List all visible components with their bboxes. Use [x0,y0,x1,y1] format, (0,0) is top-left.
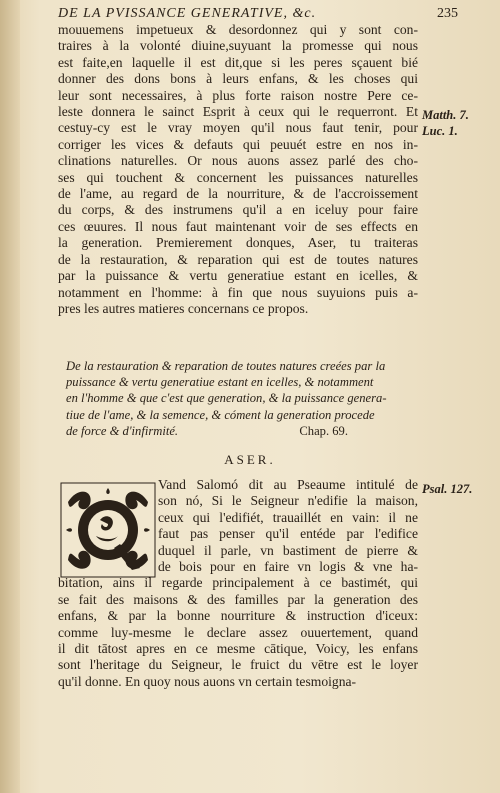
text-line: corriger les vices & defauts qui peuuét estre en nos in- [58,136,418,152]
chapter-heading-line: en l'homme & que c'est que generation, & la puissance genera- [66,391,387,406]
text-line: faut pas penser qu'il entéde par l'edifice [158,526,418,542]
text-line: qu'il donne. En quoy nous auons vn certain tesmoigna- [58,673,357,689]
text-line: la generation. Premierement donques, Aser, tu traiteras [58,235,418,251]
text-line: notamment en l'homme: à fin que nous suyuions puis a- [58,284,418,300]
margin-note-matthew: Matth. 7. [422,108,469,122]
text-line: de bois pour en faire vn logis & vne ha- [158,559,418,575]
text-line: pres les autres matieres concernans ce propos. [58,300,309,316]
text-line: ceux qui l'edifiét, trauaillét en vain: il ne [158,509,418,525]
text-line: duquel il parle, vn bastiment de pierre & [158,542,418,558]
text-line: de l'ame, au regard de la nourriture, & de l'accroissement [58,186,418,202]
text-line: clinations naturelles. Or nous auons assez parlé des cho- [58,153,418,169]
text-line: mouuemens impetueux & desordonnez qui y sont con- [58,22,418,37]
text-line: sont l'heritage du Seigneur, le fruict du vētre est le loyer [58,657,418,673]
text-line: bitation, ains il regarde principalement à ce bastimét, qui [58,575,418,591]
chapter-heading [66,358,418,439]
running-header [58,6,458,22]
text-line: du corps, & des instrumens qu'il a en iceluy pour faire [58,202,418,218]
margin-note-luke: Luc. 1. [422,124,458,138]
text-line: ces œuures. Il nous faut maintenant voir de ses effects en [58,218,418,234]
text-line: Vand Salomó dit au Pseaume intitulé de [158,477,418,492]
text-line: donner des dons bons à leurs enfans, & les choses qui [58,71,418,87]
text-line: cestuy-cy est le vray moyen qu'il nous faut tenir, pour [58,120,418,136]
chapter-heading-final-text: de force & d'infirmité. [66,423,179,438]
speaker-heading: ASER. [224,452,276,467]
text-line: se fait des maisons & des familles par la generation des [58,591,418,607]
text-line: leur sont necessaires, à plus forte raison nostre Pere ce- [58,87,418,103]
paragraph-1 [58,22,418,317]
text-line: par la puissance & vertu generatiue estant en icelles, & [58,268,418,284]
text-line: enfans, & par la bonne nourriture & instruction d'iceux: [58,608,418,624]
paragraph-2 [58,477,418,690]
text-line: traires à la volonté diuine,suyuant la promesse qui nous [58,38,418,54]
margin-note-psalm: Psal. 127. [422,482,473,496]
text-line: leste donnera le sainct Esprit à ceux qui le requerront. Et [58,104,418,120]
text-line: comme luy-mesme le declare assez ouuertement, quand [58,624,418,640]
chapter-number: Chap. 69. [299,423,348,438]
text-line: ses qui touchent & concernent les puissances naturelles [58,169,418,185]
chapter-heading-line: tiue de l'ame, & la semence, & cóment la generation procede [66,407,375,422]
text-line: de la restauration, & reparation qui est de toutes natures [58,251,418,267]
page-gutter [0,0,20,793]
text-line: il dit tātost apres en ce mesme cātique, Voicy, les enfans [58,641,418,657]
text-line: est faite,en laquelle il est dit,que si les peres sçauent bié [58,54,418,70]
running-title: DE LA PVISSANCE GENERATIVE, &c. [58,6,317,21]
chapter-heading-final-line [66,423,418,439]
page-number: 235 [437,6,458,21]
chapter-heading-line: puissance & vertu generatiue estant en icelles, & notamment [66,375,374,390]
chapter-heading-line: De la restauration & reparation de toutes natures creées par la [66,359,386,373]
text-line: son nó, Si le Seigneur n'edifie la maison, [158,493,418,509]
